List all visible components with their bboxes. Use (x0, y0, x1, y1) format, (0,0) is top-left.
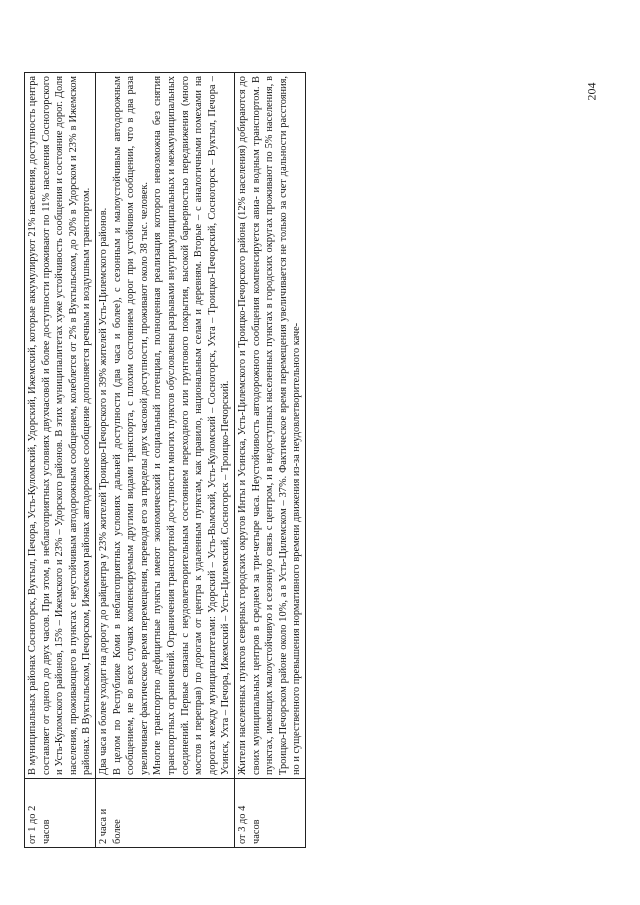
description-cell (25, 73, 96, 779)
time-cell: от 1 до 2 часов (25, 779, 96, 848)
time-cell: от 3 до 4 часов (234, 779, 305, 848)
table-row (95, 73, 234, 848)
table-row (234, 73, 305, 848)
description-cell (95, 73, 234, 779)
table-row (25, 73, 96, 848)
page-number: 204 (584, 82, 599, 101)
paragraph: Два часа и более уходит на дорогу до райцентра у 23% жителей Троицко-Печорского и 39% жителей Усть-Цилемского районов. (97, 207, 109, 775)
paragraph: Многие транспортно дефицитные пункты имеют экономический и социальный потенциал, полноценная реализация которого невозможна без снятия транспортных ограничений. Ограничения транспортной доступности многих пунктов обусловлены разрывами внутримуниципальных и межмуниципальных соединений. Первые связаны с неудовлетворительным состоянием переходного или грунтового покрытия, высокой барьерностью передвижения (много мостов и переправ) по дорогам от центра к удаленным пунктам, как правило, национальным селам и деревням. Вторые – с аналогичными помехами на дорогах между муниципалитетами: Удорский – Усть-Вымский, Усть-Куломский – Сосногорск, Ухта – Троицко-Печорский, Сосногорск – Вуктыл, Печора – Усинск, Ухта – Печора, Ижемский – Усть-Цилемский, Сосногорск – Троицко-Печорский. (152, 76, 232, 775)
description-cell (234, 73, 305, 779)
paragraph: В муниципальных районах Сосногорск, Вуктыл, Печора, Усть-Куломский, Удорский, Ижемский, которые аккумулируют 21% населения, доступность центра составляет от одного до двух часов. При этом, в неблагоприятных условиях двухчасовой и более доступности проживают по 11% населения Сосногорского и Усть-Куломского районов, 15% – Ижемского и 23% – Удорского районов. В этих муниципалитетах хуже устойчивость сообщения и состояние дорог. Доля населения, проживающего в пунктах с неустойчивым автодорожным сообщением, колеблется от 2% в Вуктыльском, до 20% в Удорском и 23% в Ижемском районах. В Вуктыльском, Печорском, Ижемском районах автодорожное сообщение дополняется речным и воздушным транспортом. (27, 76, 93, 775)
paragraph: В целом по Республике Коми в неблагоприятных условиях дальней доступности (два часа и более), с сезонным и малоустойчивым автодорожным сообщением, не во всех случаях компенсируемым другими видами транспорта, с плохим состоянием дорог при устойчивом сообщении, что в два раза увеличивает фактическое время перемещения, переводя его за пределы двух часовой доступности, проживают около 38 тыс. человек. (111, 76, 150, 775)
accessibility-table (24, 72, 306, 848)
rotated-page-content (24, 72, 306, 848)
time-cell: 2 часа и более (95, 779, 234, 848)
paragraph: Жители населенных пунктов северных городских округов Инты и Усинска, Усть-Цилемского и Троицко-Печорского района (12% населения) добираются до своих муниципальных центров в среднем за три-четыре часа. Неустойчивость автодорожного сообщения компенсируется авиа- и водным транспортом. В пунктах, имеющих малоустойчивую и сезонную связь с центром, и в недоступных населенных пунктах в городских округах проживают по 5% населения, в Троицко-Печорском районе около 10%, а в Усть-Цилемском – 37%. Фактическое время перемещения увеличивается не только за счет дальности расстояния, но и существенного превышения нормативного времени движения из-за неудовлетворительного каче- (236, 76, 303, 775)
